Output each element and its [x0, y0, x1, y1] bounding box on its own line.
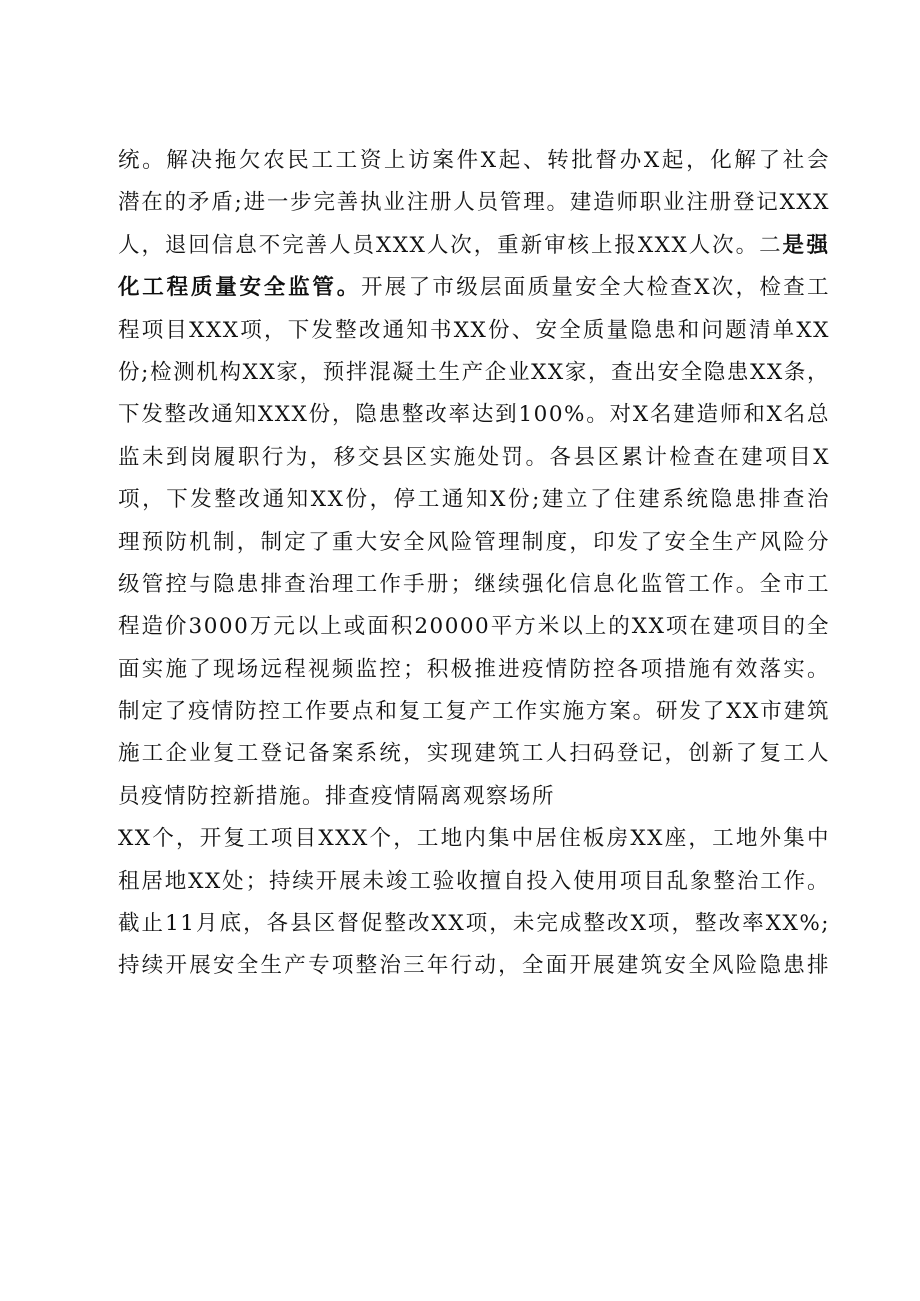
text-line: 级管控与隐患排查治理工作手册；继续强化信息化监管工作。全市工 — [118, 571, 830, 597]
text-line: 监未到岗履职行为，移交县区实施处罚。各县区累计检查在建项目X — [118, 444, 830, 470]
text-segment: 人，退回信息不完善人员XXX人次，重新审核上报XXX人次。二 — [118, 232, 783, 258]
bold-heading-segment: 化工程质量安全监管。 — [118, 275, 361, 301]
text-line: 租居地XX处；持续开展未竣工验收擅自投入使用项目乱象整治工作。 — [118, 868, 830, 894]
text-line: 制定了疫情防控工作要点和复工复产工作实施方案。研发了XX市建筑 — [118, 699, 830, 725]
text-line: 截止11月底，各县区督促整改XX项，未完成整改X项，整改率XX%; — [118, 911, 830, 937]
text-line — [118, 267, 830, 309]
text-line: 统。解决拖欠农民工工资上访案件X起、转批督办X起，化解了社会 — [118, 148, 830, 173]
text-line: 潜在的矛盾;进一步完善执业注册人员管理。建造师职业注册登记XXX — [118, 190, 830, 216]
text-line: 面实施了现场远程视频监控；积极推进疫情防控各项措施有效落实。 — [118, 656, 830, 682]
text-line: 项，下发整改通知XX份，停工通知X份;建立了住建系统隐患排查治 — [118, 487, 830, 513]
text-line — [118, 225, 830, 267]
text-line: 施工企业复工登记备案系统，实现建筑工人扫码登记，创新了复工人 — [118, 741, 830, 767]
text-line: 下发整改通知XXX份，隐患整改率达到100%。对X名建造师和X名总 — [118, 402, 830, 428]
body-paragraph — [118, 140, 830, 988]
text-line: 程项目XXX项，下发整改通知书XX份、安全质量隐患和问题清单XX — [118, 317, 830, 343]
text-line: 份;检测机构XX家，预拌混凝土生产企业XX家，查出安全隐患XX条， — [118, 359, 830, 385]
text-segment: 开展了市级层面质量安全大检查X次，检查工 — [361, 275, 830, 301]
text-line: 程造价3000万元以上或面积20000平方米以上的XX项在建项目的全 — [118, 614, 830, 640]
text-line: 员疫情防控新措施。排查疫情隔离观察场所 — [118, 783, 556, 809]
text-line: 持续开展安全生产专项整治三年行动，全面开展建筑安全风险隐患排 — [118, 953, 830, 979]
text-line: XX个，开复工项目XXX个，工地内集中居住板房XX座，工地外集中 — [118, 826, 830, 852]
text-line: 理预防机制，制定了重大安全风险管理制度，印发了安全生产风险分 — [118, 529, 830, 555]
bold-heading-segment: 是强 — [782, 232, 830, 258]
